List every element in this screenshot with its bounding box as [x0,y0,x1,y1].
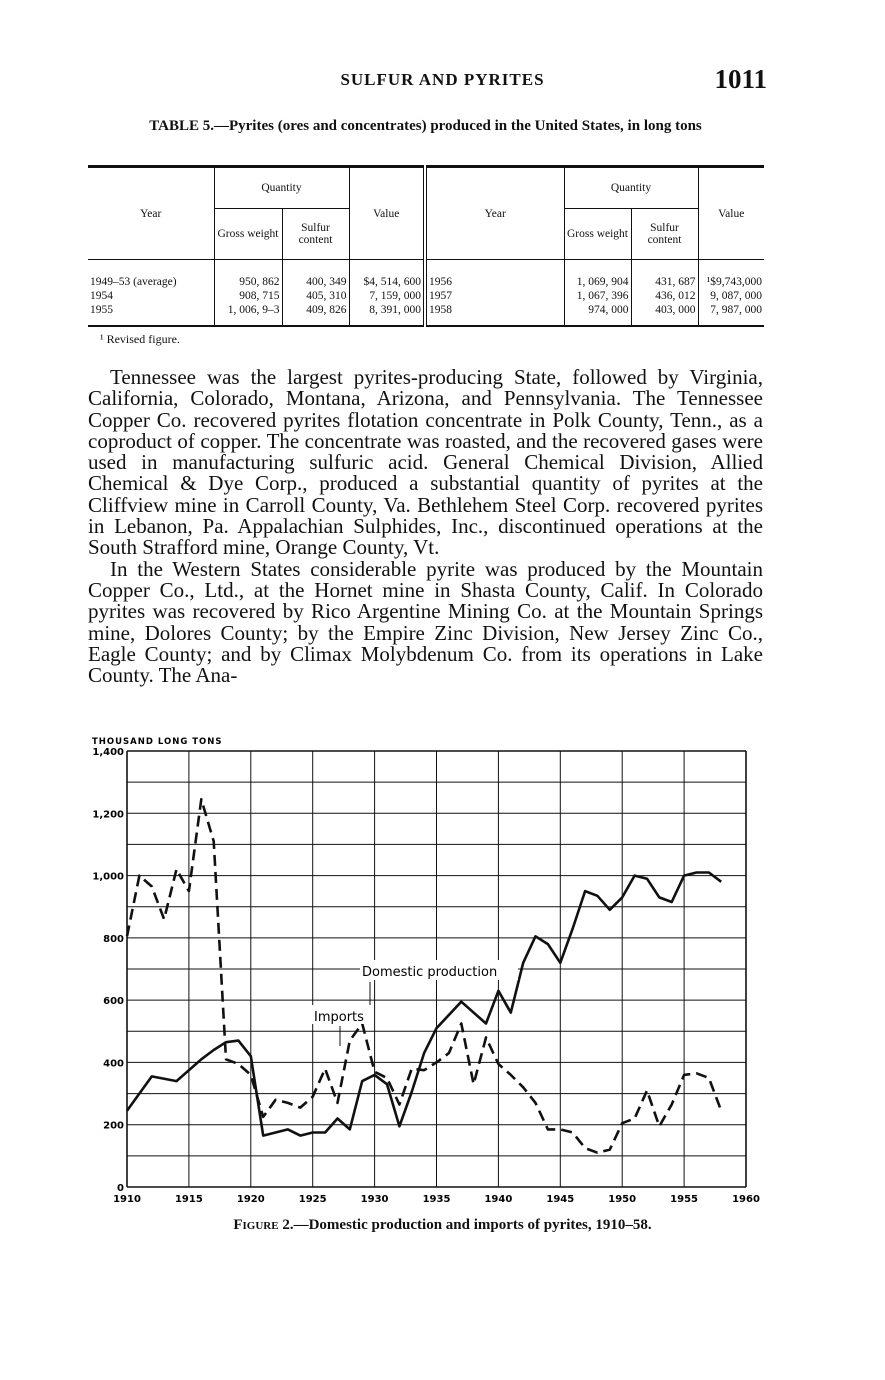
col-header-gross-left: Gross weight [214,209,282,260]
figure-caption-text: —Domestic production and imports of pyrites, 1910–58. [293,1217,652,1233]
row-gross: 950, 862 [214,260,282,290]
row-sulfur: 405, 310 [282,289,349,303]
row-value: $4, 514, 600 [349,260,425,290]
row-sulfur: 436, 012 [631,289,698,303]
row-value: 9, 087, 000 [698,289,764,303]
row-sulfur: 431, 687 [631,260,698,290]
paragraph-2: In the Western States considerable pyrite was produced by the Mountain Copper Co., Ltd., at the Hornet mine in Shasta County, Calif. In Colorado pyrites was recovered by Rico Argentine Mining Co. at the Mountain Springs mine, Dolores County; by the Empire Zinc Division, New Jersey Zinc Co., Eagle County; and by Climax Molybdenum Co. from its operations in Lake County. The Ana- [88,556,763,688]
x-tick-label: 1940 [484,1194,513,1205]
y-tick-label: 200 [103,1120,124,1132]
x-tick-label: 1960 [732,1194,760,1205]
col-header-value-left: Value [349,167,425,260]
chart-annotations [312,960,518,1046]
row-year: 1956 [425,260,564,290]
x-tick-label: 1915 [174,1194,203,1205]
row-value: 8, 391, 000 [349,303,425,326]
x-tick-label: 1930 [360,1194,389,1205]
col-header-quantity-left: Quantity [214,167,349,209]
col-header-value-right: Value [698,167,764,260]
col-header-gross-right: Gross weight [564,209,631,260]
row-sulfur: 400, 349 [282,260,349,290]
y-tick-label: 800 [103,933,124,945]
row-year: 1957 [425,289,564,303]
x-tick-label: 1945 [546,1194,575,1205]
figure-label: Figure 2. [233,1217,294,1233]
row-gross: 1, 067, 396 [564,289,631,303]
x-tick-label: 1920 [236,1194,265,1205]
col-header-sulfur-right: Sulfur content [631,209,698,260]
y-tick-label: 1,200 [92,809,124,821]
paragraph-1: Tennessee was the largest pyrites-producing State, followed by Virginia, California, Colorado, Montana, Arizona, and Pennsylvania. The Tennessee Copper Co. recovered pyrites flotation concentrate in Polk County, Tenn., as a coproduct of copper. The concentrate was roasted, and the recovered gases were used in manufacturing sulfuric acid. General Chemical Division, Allied Chemical & Dye Corp., produced a substantial quantity of pyrites at the Cliffview mine in Carroll County, Va. Bethlehem Steel Corp. recovered pyrites in Lebanon, Pa. Appalachian Sulphides, Inc., discontinued operations at the South Strafford mine, Orange County, Vt. [88,365,763,560]
col-header-year-left: Year [88,167,214,260]
y-tick-label: 600 [103,996,124,1008]
x-tick-label: 1955 [670,1194,699,1205]
x-tick-label: 1950 [608,1194,637,1205]
y-tick-label: 1,000 [92,871,124,883]
row-sulfur: 403, 000 [631,303,698,326]
col-header-sulfur-left: Sulfur content [282,209,349,260]
row-gross: 1, 006, 9–3 [214,303,282,326]
y-tick-label: 1,400 [92,747,124,758]
figure-caption [0,1217,885,1234]
row-value: ¹$9,743,000 [698,260,764,290]
series-line-domestic-production [127,873,721,1136]
running-header-title: SULFUR AND PYRITES [340,70,545,89]
row-year: 1949–53 (average) [90,276,177,288]
page-number: 1011 [714,64,767,94]
col-header-quantity-right: Quantity [564,167,698,209]
row-value: 7, 987, 000 [698,303,764,326]
y-tick-labels [92,747,124,1194]
x-tick-label: 1935 [422,1194,451,1205]
y-tick-label: 400 [103,1058,124,1070]
row-gross: 974, 000 [564,303,631,326]
annotation-domestic: Domestic production [362,965,498,980]
row-gross: 908, 715 [214,289,282,303]
x-tick-labels [113,1194,760,1205]
row-year: 1954 [90,290,113,302]
table-footnote: ¹ Revised figure. [100,332,180,346]
row-sulfur: 409, 826 [282,303,349,326]
row-year: 1955 [88,303,214,326]
x-tick-label: 1910 [113,1194,141,1205]
table-caption-text: —Pyrites (ores and concentrates) produced in the United States, in long tons [213,118,702,134]
x-tick-label: 1925 [298,1194,327,1205]
annotation-imports: Imports [314,1010,364,1025]
table-caption-label: TABLE 5. [149,118,214,134]
y-tick-label: 0 [117,1183,124,1194]
y-axis-title: THOUSAND LONG TONS [92,737,223,747]
row-year: 1958 [425,303,564,326]
row-value: 7, 159, 000 [349,289,425,303]
row-gross: 1, 069, 904 [564,260,631,290]
col-header-year-right: Year [425,167,564,260]
